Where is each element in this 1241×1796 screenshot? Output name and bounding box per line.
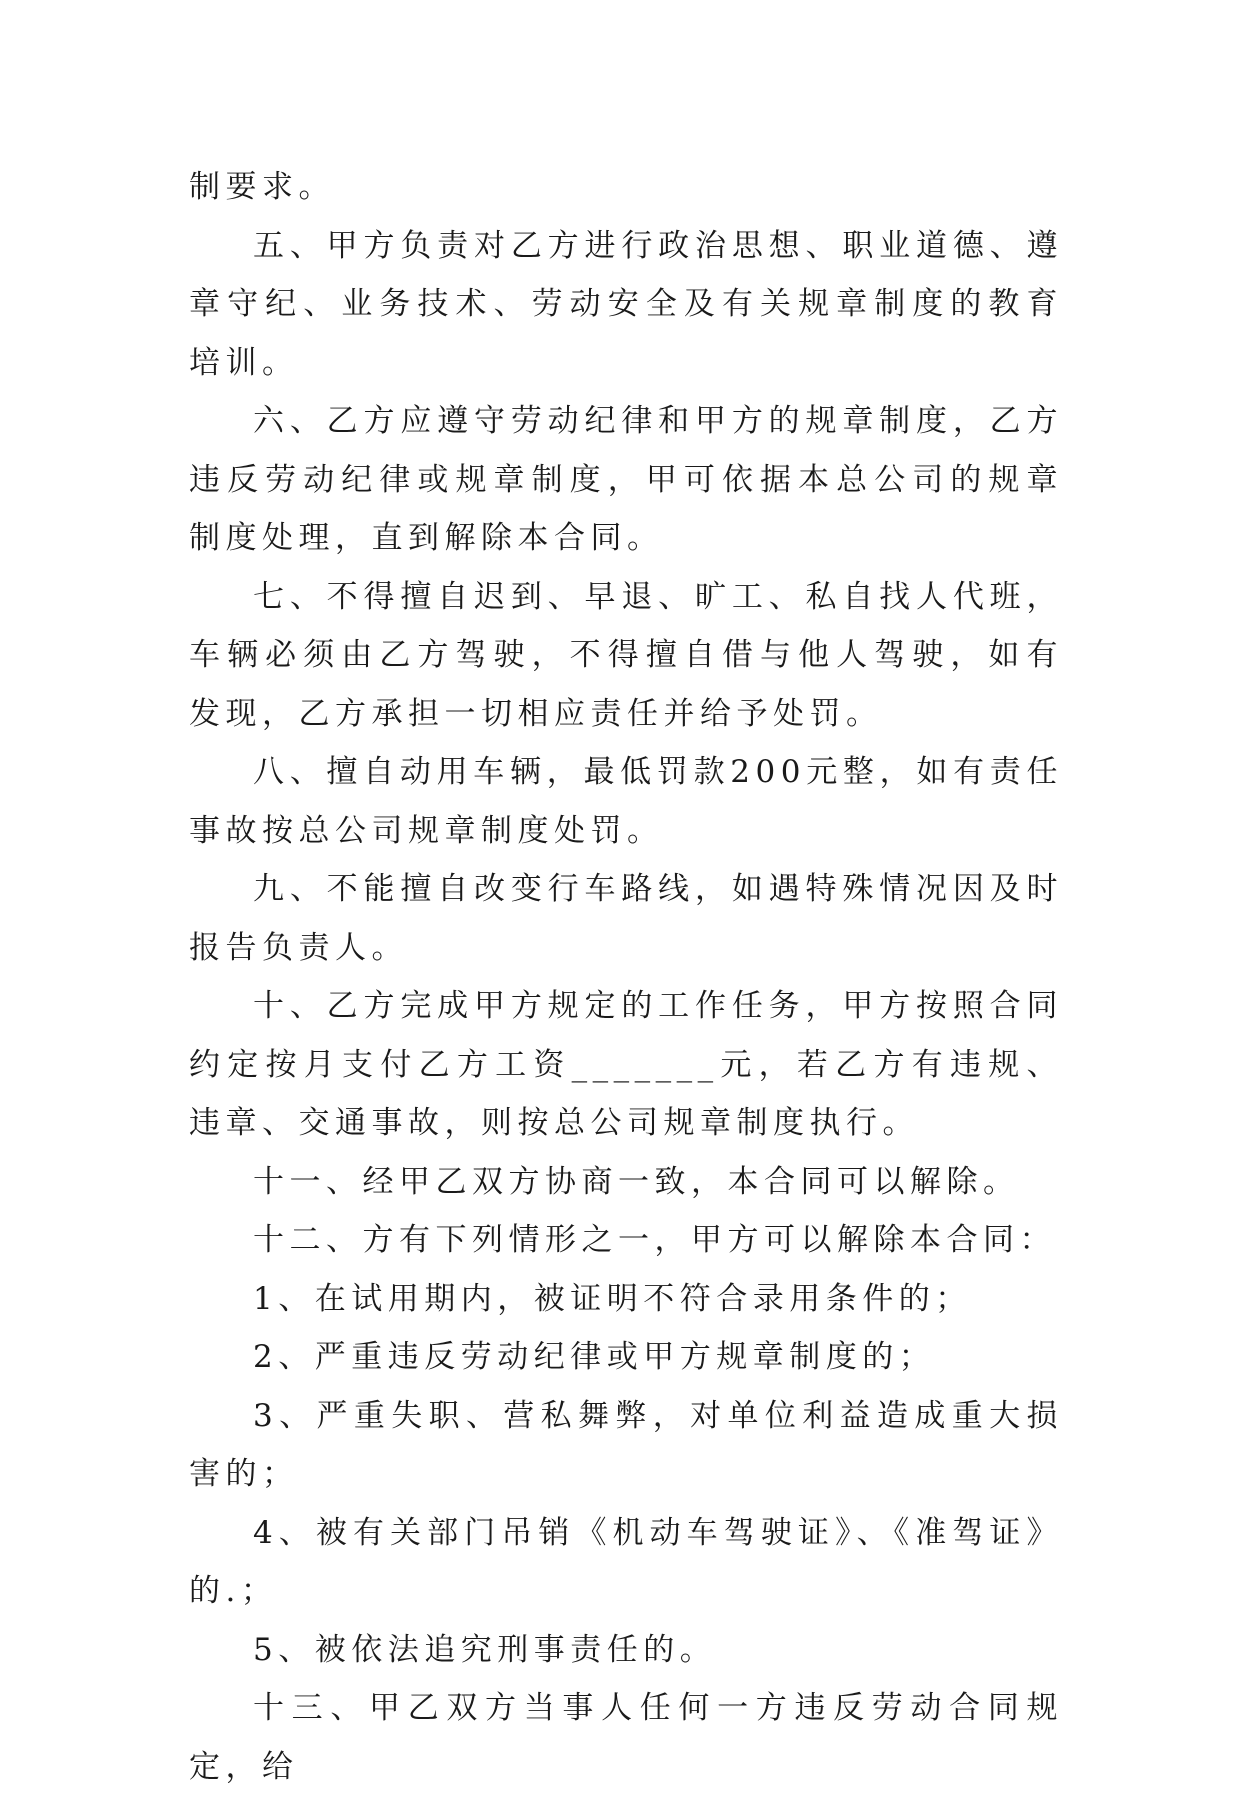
clause-7-paragraph: 七、不得擅自迟到、早退、旷工、私自找人代班，车辆必须由乙方驾驶，不得擅自借与他人驾驶，如有发现，乙方承担一切相应责任并给予处罚。 [189,578,1063,732]
clause-12-item-1: 1、在试用期内，被证明不符合录用条件的； [253,1280,972,1317]
clause-12-item-2: 2、严重违反劳动纪律或甲方规章制度的； [253,1339,936,1375]
clause-10-paragraph: 十、乙方完成甲方规定的工作任务，甲方按照合同约定按月支付乙方工资_______元，若乙方有违规、违章、交通事故，则按总公司规章制度执行。 [189,988,1063,1141]
paragraph-continuation: 制要求。 [189,169,335,205]
clause-12-paragraph: 十二、方有下列情形之一，甲方可以解除本合同： [253,1222,1056,1258]
clause-12-item-4: 4、被有关部门吊销《机动车驾驶证》、《准驾证》的.； [189,1514,1063,1609]
contract-text-body [189,158,1063,1796]
clause-12-item-5: 5、被依法追究刑事责任的。 [253,1631,717,1668]
clause-11-paragraph: 十一、经甲乙双方协商一致，本合同可以解除。 [253,1163,1020,1200]
clause-8-paragraph: 八、擅自动用车辆，最低罚款200元整，如有责任事故按总公司规章制度处罚。 [189,754,1063,849]
clause-5-paragraph: 五、甲方负责对乙方进行政治思想、职业道德、遵章守纪、业务技术、劳动安全及有关规章制度的教育培训。 [189,227,1063,381]
clause-12-item-3: 3、严重失职、营私舞弊，对单位利益造成重大损害的； [189,1397,1063,1492]
clause-13-paragraph: 十三、甲乙双方当事人任何一方违反劳动合同规定，给 [189,1690,1063,1785]
clause-6-paragraph: 六、乙方应遵守劳动纪律和甲方的规章制度，乙方违反劳动纪律或规章制度，甲可依据本总公司的规章制度处理，直到解除本合同。 [189,403,1063,556]
clause-9-paragraph: 九、不能擅自改变行车路线，如遇特殊情况因及时报告负责人。 [189,871,1063,966]
